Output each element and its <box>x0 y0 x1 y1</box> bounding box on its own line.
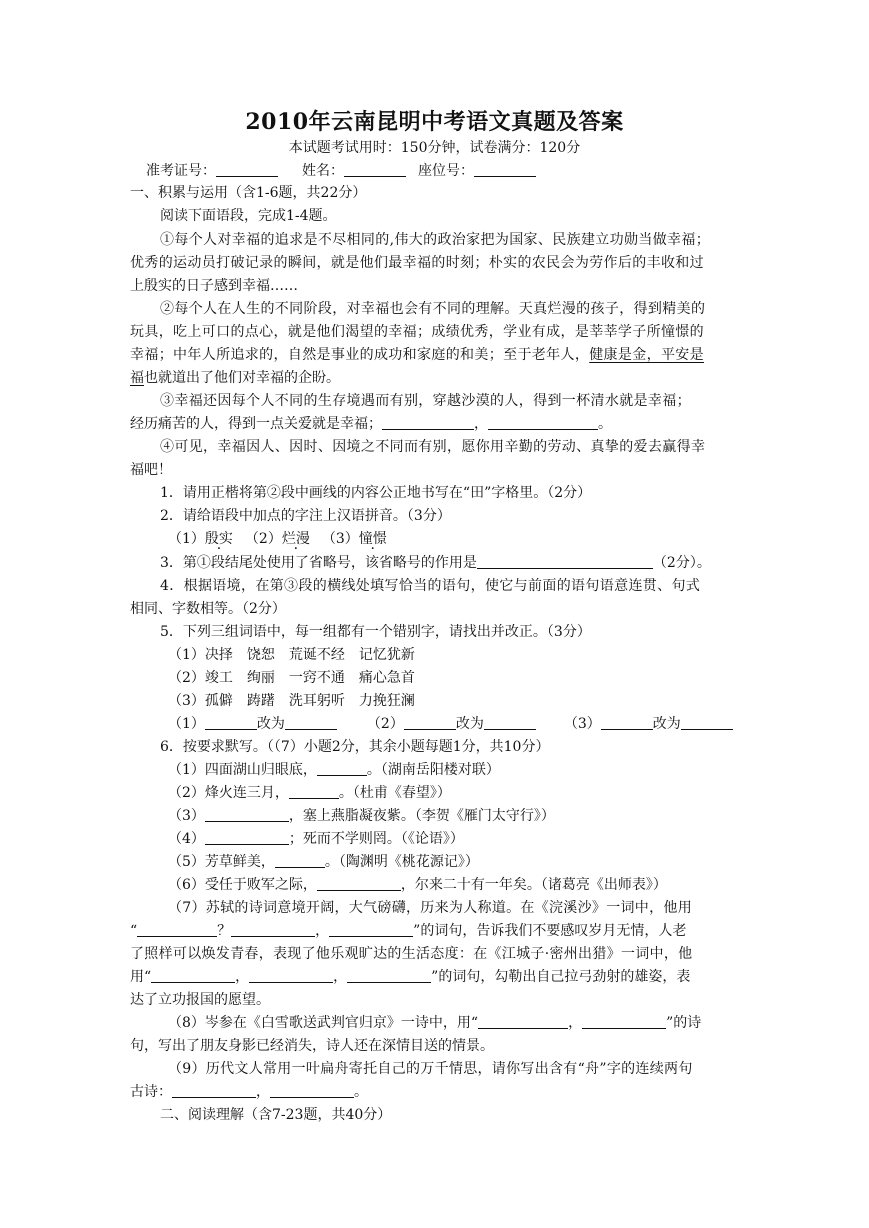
p4-line1: ④可见，幸福因人、因时、因境之不同而有别，愿你用辛勤的劳动、真挚的爱去赢得幸 <box>160 439 706 455</box>
q6-8-text: （8）岑参在《白雪歌送武判官归京》一诗中，用“ <box>168 1015 479 1031</box>
q6-8-blank-1[interactable] <box>478 1013 568 1029</box>
q6-item1-blank[interactable] <box>317 760 367 776</box>
p3-period: 。 <box>598 416 612 432</box>
q6-8-blank-2[interactable] <box>582 1013 666 1029</box>
q5-answer-row <box>168 713 733 735</box>
p3-blank-1[interactable] <box>382 414 474 430</box>
q2-item3-word: 憧憬 <box>358 531 387 547</box>
q6-item-3 <box>168 805 555 827</box>
q6-7-line4-lead: 用“ <box>130 969 152 985</box>
q6-item-2 <box>168 782 451 804</box>
seat-label: 座位号： <box>418 163 474 179</box>
section1-heading: 一、积累与运用（含1-6题，共22分） <box>130 185 367 201</box>
candidate-id-blank[interactable] <box>216 161 278 177</box>
p3-blank-2[interactable] <box>488 414 598 430</box>
q5-wrong-blank-1[interactable] <box>205 714 257 730</box>
q5-wrong-blank-3[interactable] <box>601 714 653 730</box>
q3-text: 3．第①段结尾处使用了省略号，该省略号的作用是 <box>160 555 477 571</box>
exam-info: 本试题考试用时：150分钟，试卷满分：120分 <box>288 140 581 156</box>
q2-item3-num: （3） <box>321 531 359 547</box>
q6-item1-source: 。（湖南岳阳楼对联） <box>366 762 500 778</box>
q6-7-comma-3: ， <box>333 969 348 985</box>
q6-7-comma-2: ， <box>235 969 250 985</box>
p2-line4 <box>130 367 340 389</box>
q6-7-open-quote: “ <box>130 923 138 939</box>
p2-line3-text: 幸福；中年人所追求的，自然是事业的成功和家庭的和美；至于老年人， <box>130 347 590 363</box>
q5-answer-num-2: （2） <box>366 716 404 732</box>
q6-7-line1: （7）苏轼的诗词意境开阔，大气磅礴，历来为人称道。在《浣溪沙》一词中，他用 <box>168 900 693 916</box>
q5-change-label-2: 改为 <box>455 716 484 732</box>
q6-9-line1: （9）历代文人常用一叶扁舟寄托自己的万千情思，请你写出含有“舟”字的连续两句 <box>168 1061 693 1077</box>
q3-answer-blank[interactable] <box>477 553 653 569</box>
q6-7-line2-text: ”的词句，告诉我们不要感叹岁月无情，人老 <box>413 923 687 939</box>
p2-underlined-part1: 健康是金，平安是 <box>589 347 705 363</box>
p3-comma: ， <box>474 416 488 432</box>
p4-line2: 福吧！ <box>130 462 172 478</box>
q6-item2-source: 。（杜甫《春望》） <box>338 785 451 801</box>
q5-answer-num-3: （3） <box>563 716 601 732</box>
candidate-id-label: 准考证号： <box>146 163 216 179</box>
question-5: 5．下列三组词语中，每一组都有一个错别字，请找出并改正。（3分） <box>160 624 591 640</box>
p2-line3 <box>130 344 704 366</box>
q5-right-blank-2[interactable] <box>484 714 536 730</box>
q6-7-blank-2[interactable] <box>231 921 315 937</box>
p1-line2: 优秀的运动员打破记录的瞬间，就是他们最幸福的时刻；朴实的农民会为劳作后的丰收和过 <box>130 255 704 271</box>
q6-item5-text: （5）芳草鲜美， <box>168 854 275 870</box>
section2-heading: 二、阅读理解（含7-23题，共40分） <box>160 1107 392 1123</box>
q6-8-comma: ， <box>568 1015 583 1031</box>
q2-item1-word: 殷实 <box>204 531 233 547</box>
page-title: 2010年云南昆明中考语文真题及答案 <box>245 109 624 135</box>
q6-9-line2 <box>130 1081 368 1103</box>
q6-7-blank-3[interactable] <box>329 921 413 937</box>
candidate-info-row <box>146 160 536 182</box>
q6-8-line2: 句，写出了朋友身影已经消失，诗人还在深情目送的情景。 <box>130 1038 494 1054</box>
q6-item-1 <box>168 759 500 781</box>
q6-item2-blank[interactable] <box>289 783 339 799</box>
q3-score: （2分）。 <box>652 555 711 571</box>
q5-wrong-blank-2[interactable] <box>404 714 456 730</box>
q6-item-5 <box>168 851 479 873</box>
reading-intro: 阅读下面语段，完成1-4题。 <box>160 208 337 224</box>
q6-item-6 <box>168 874 667 896</box>
q6-9-lead: 古诗： <box>130 1084 172 1100</box>
q6-7-blank-4[interactable] <box>151 967 235 983</box>
q2-item2-word: 烂漫 <box>281 531 310 547</box>
q6-item1-text: （1）四面湖山归眼底， <box>168 762 317 778</box>
q5-right-blank-1[interactable] <box>285 714 337 730</box>
question-1: 1．请用正楷将第②段中画线的内容公正地书写在“田”字格里。（2分） <box>160 485 592 501</box>
question-4-line2: 相同、字数相等。（2分） <box>130 601 286 617</box>
q6-7-line5: 达了立功报国的愿望。 <box>130 992 270 1008</box>
q6-item4-blank[interactable] <box>205 829 289 845</box>
question-3 <box>160 552 711 574</box>
q6-7-line4-text: ”的词句，勾勒出自己拉弓劲射的雄姿，表 <box>431 969 691 985</box>
q2-item1-num: （1） <box>168 531 205 547</box>
p2-line1: ②每个人在人生的不同阶段，对幸福也会有不同的理解。天真烂漫的孩子，得到精美的 <box>160 301 706 317</box>
q5-change-label-1: 改为 <box>256 716 285 732</box>
p1-line1: ①每个人对幸福的追求是不尽相同的,伟大的政治家把为国家、民族建立功勋当做幸福； <box>160 232 711 248</box>
p2-line4-text: 也就道出了他们对幸福的企盼。 <box>144 370 340 386</box>
q6-7-question-mark: ？ <box>217 923 232 939</box>
question-2-items <box>168 528 387 550</box>
q6-7-blank-1[interactable] <box>137 921 217 937</box>
q6-7-blank-5[interactable] <box>249 967 333 983</box>
q6-item-4 <box>168 828 464 850</box>
p2-underlined-part2: 福 <box>130 370 144 386</box>
q5-row-3: （3）孤僻 踌躇 洗耳躬听 力挽狂澜 <box>168 693 415 709</box>
q6-7-comma: ， <box>315 923 330 939</box>
q6-7-line3: 了照样可以焕发青春，表现了他乐观旷达的生活态度：在《江城子·密州出猎》一词中，他 <box>130 946 693 962</box>
q6-item4-text: ；死而不学则罔。（《论语》） <box>288 831 464 847</box>
candidate-name-label: 姓名： <box>302 163 344 179</box>
q5-change-label-3: 改为 <box>652 716 681 732</box>
q6-7-line4 <box>130 966 690 988</box>
p3-line2 <box>130 413 612 435</box>
q5-right-blank-3[interactable] <box>681 714 733 730</box>
p3-line2-text: 经历痛苦的人，得到一点关爱就是幸福； <box>130 416 382 432</box>
q6-item3-text: ，塞上燕脂凝夜紫。（李贺《雁门太守行》） <box>288 808 555 824</box>
q6-7-line2 <box>130 920 686 942</box>
question-4-line1: 4．根据语境，在第③段的横线处填写恰当的语句，使它与前面的语句语意连贯、句式 <box>160 578 701 594</box>
q6-item3-blank[interactable] <box>205 806 289 822</box>
p1-line3: 上殷实的日子感到幸福…… <box>130 278 298 294</box>
q6-9-period: 。 <box>354 1084 368 1100</box>
q6-9-blank-2[interactable] <box>270 1082 354 1098</box>
q6-item5-source: 。（陶渊明《桃花源记》） <box>324 854 479 870</box>
q5-row-1: （1）决择 饶恕 荒诞不经 记忆犹新 <box>168 647 415 663</box>
p2-line2: 玩具，吃上可口的点心，就是他们渴望的幸福；成绩优秀，学业有成，是莘莘学子所憧憬的 <box>130 324 704 340</box>
q2-item2-num: （2） <box>244 531 282 547</box>
candidate-name-blank[interactable] <box>344 161 406 177</box>
q6-item3-num: （3） <box>168 808 205 824</box>
q5-answer-num-1: （1） <box>168 716 205 732</box>
q6-7-blank-6[interactable] <box>347 967 431 983</box>
q6-item6-blank[interactable] <box>317 875 401 891</box>
q6-item4-num: （4） <box>168 831 205 847</box>
q5-row-2: （2）竣工 绚丽 一窍不通 痛心急首 <box>168 670 415 686</box>
seat-blank[interactable] <box>474 161 536 177</box>
q6-8-line1-end: ”的诗 <box>666 1015 702 1031</box>
question-6: 6．按要求默写。（（7）小题2分，其余小题每题1分，共10分） <box>160 739 550 755</box>
q6-item6-source: ，尔来二十有一年矣。（诸葛亮《出师表》） <box>400 877 667 893</box>
q6-item2-text: （2）烽火连三月， <box>168 785 289 801</box>
p3-line1: ③幸福还因每个人不同的生存境遇而有别，穿越沙漠的人，得到一杯清水就是幸福； <box>160 393 691 409</box>
q6-9-blank-1[interactable] <box>172 1082 256 1098</box>
q6-item6-text: （6）受任于败军之际， <box>168 877 317 893</box>
q6-8-line1 <box>168 1012 701 1034</box>
q6-item5-blank[interactable] <box>275 852 325 868</box>
question-2: 2．请给语段中加点的字注上汉语拼音。（3分） <box>160 508 451 524</box>
q6-9-comma: ， <box>256 1084 270 1100</box>
